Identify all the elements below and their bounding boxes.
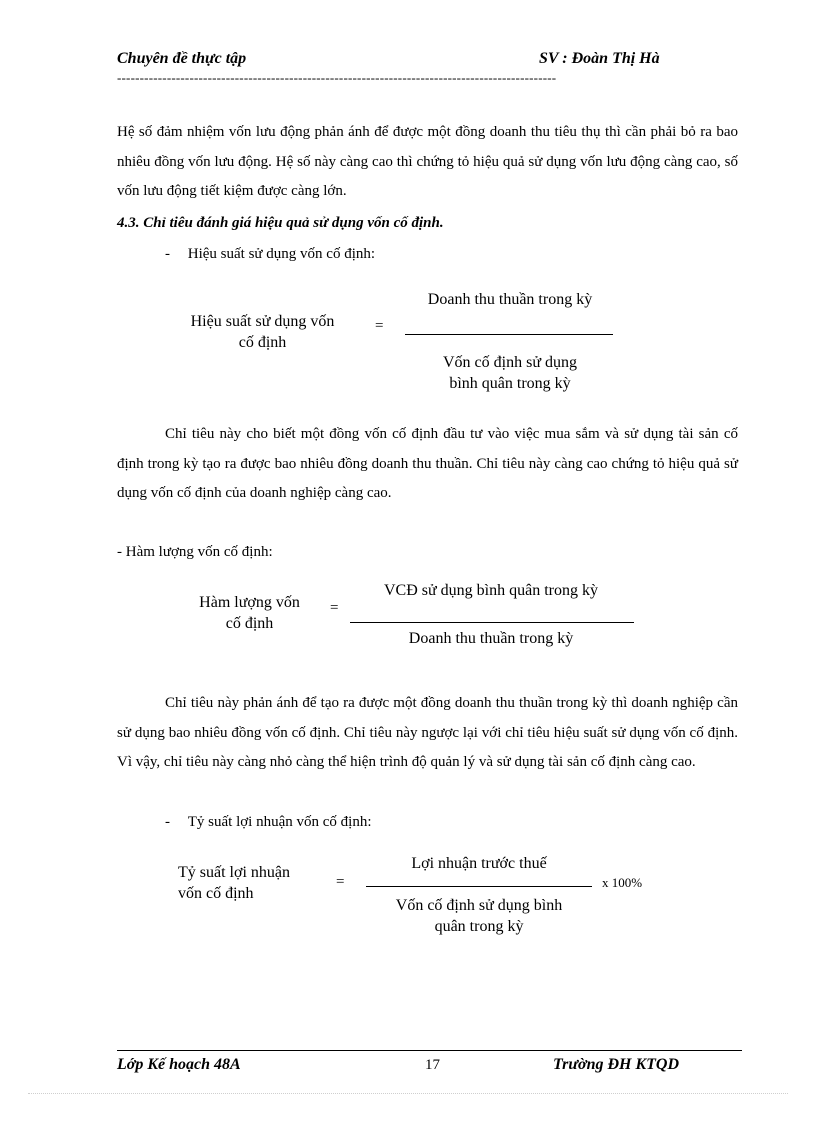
formula-3-denominator-line2: quân trong kỳ	[434, 918, 524, 935]
page-bottom-edge	[28, 1093, 788, 1094]
formula-2-fraction-bar	[350, 622, 634, 623]
page-number: 17	[425, 1057, 440, 1073]
formula-1-denominator-line1: Vốn cố định sử dụng	[443, 354, 577, 371]
formula-1-fraction-bar	[405, 334, 613, 335]
bullet-item	[165, 246, 375, 263]
header-right: SV : Đoàn Thị Hà	[539, 50, 660, 67]
formula-1-lhs-line1: Hiệu suất sử dụng vốn	[190, 313, 335, 330]
formula-3-numerator: Lợi nhuận trước thuế	[411, 855, 547, 872]
formula-3-lhs-line2: vốn cố định	[178, 885, 254, 902]
formula-2-denominator: Doanh thu thuần trong kỳ	[408, 630, 574, 647]
formula-1-lhs	[170, 311, 355, 353]
footer-rule	[117, 1050, 742, 1051]
bullet-dash: -	[165, 246, 170, 262]
formula-1-denominator	[405, 352, 615, 394]
formula-3-denominator	[366, 895, 592, 937]
formula-2-numerator: VCĐ sử dụng bình quân trong kỳ	[384, 582, 598, 599]
bullet-label: Hiệu suất sử dụng vốn cố định:	[187, 246, 376, 262]
paragraph-1: Hệ số đảm nhiệm vốn lưu động phản ánh để được một đồng doanh thu tiêu thụ thì cần phải bỏ ra bao nhiêu đồng vốn lưu động. Hệ số này càng cao thì chứng tỏ hiệu quả sử dụng vốn lưu động càng cao, số vốn lưu động tiết kiệm được càng lớn.	[117, 124, 738, 199]
footer-left: Lớp Kế hoạch 48A	[117, 1056, 241, 1073]
section-heading: 4.3. Chỉ tiêu đánh giá hiệu quả sử dụng vốn cố định.	[117, 215, 444, 231]
footer-right: Trường ĐH KTQD	[553, 1056, 680, 1073]
bullet-item-3	[165, 814, 372, 831]
formula-3-lhs	[178, 862, 310, 904]
paragraph-2: Chỉ tiêu này cho biết một đồng vốn cố định đầu tư vào việc mua sắm và sử dụng tài sản cố định trong kỳ tạo ra được bao nhiêu đồng doanh thu thuần. Chỉ tiêu này càng cao chứng tỏ hiệu quả sử dụng vốn cố định của doanh nghiệp càng cao.	[117, 426, 738, 501]
formula-2-lhs	[182, 592, 317, 634]
formula-1-denominator-line2: bình quân trong kỳ	[449, 375, 571, 392]
formula-2-lhs-line1: Hàm lượng vốn	[199, 594, 300, 611]
bullet-label: Tỷ suất lợi nhuận vốn cố định:	[187, 814, 372, 830]
formula-1-equals: =	[375, 318, 384, 334]
bullet-dash: -	[165, 814, 170, 830]
paragraph-3: Chỉ tiêu này phản ánh để tạo ra được một đồng doanh thu thuần trong kỳ thì doanh nghiệp cần sử dụng bao nhiêu đồng vốn cố định. Chỉ tiêu này ngược lại với chỉ tiêu hiệu suất sử dụng vốn cố định. Vì vậy, chỉ tiêu này càng nhỏ càng thể hiện trình độ quản lý và sử dụng tài sản cố định càng cao.	[117, 695, 738, 770]
formula-2-lhs-line2: cố định	[225, 615, 274, 632]
formula-2-equals: =	[330, 600, 339, 616]
formula-1-lhs-line2: cố định	[238, 334, 287, 351]
header-left: Chuyên đề thực tập	[117, 50, 247, 67]
formula-3-multiplier: x 100%	[602, 875, 643, 890]
formula-1-numerator: Doanh thu thuần trong kỳ	[427, 291, 593, 308]
formula-3-denominator-line1: Vốn cố định sử dụng bình	[395, 897, 563, 914]
formula-3-equals: =	[336, 874, 345, 890]
header-rule: -------------------------------------------------------------------------------------------------	[117, 70, 557, 85]
bullet-item-2: - Hàm lượng vốn cố định:	[117, 544, 273, 560]
formula-3-fraction-bar	[366, 886, 592, 887]
formula-3-lhs-line1: Tỷ suất lợi nhuận	[178, 864, 290, 881]
